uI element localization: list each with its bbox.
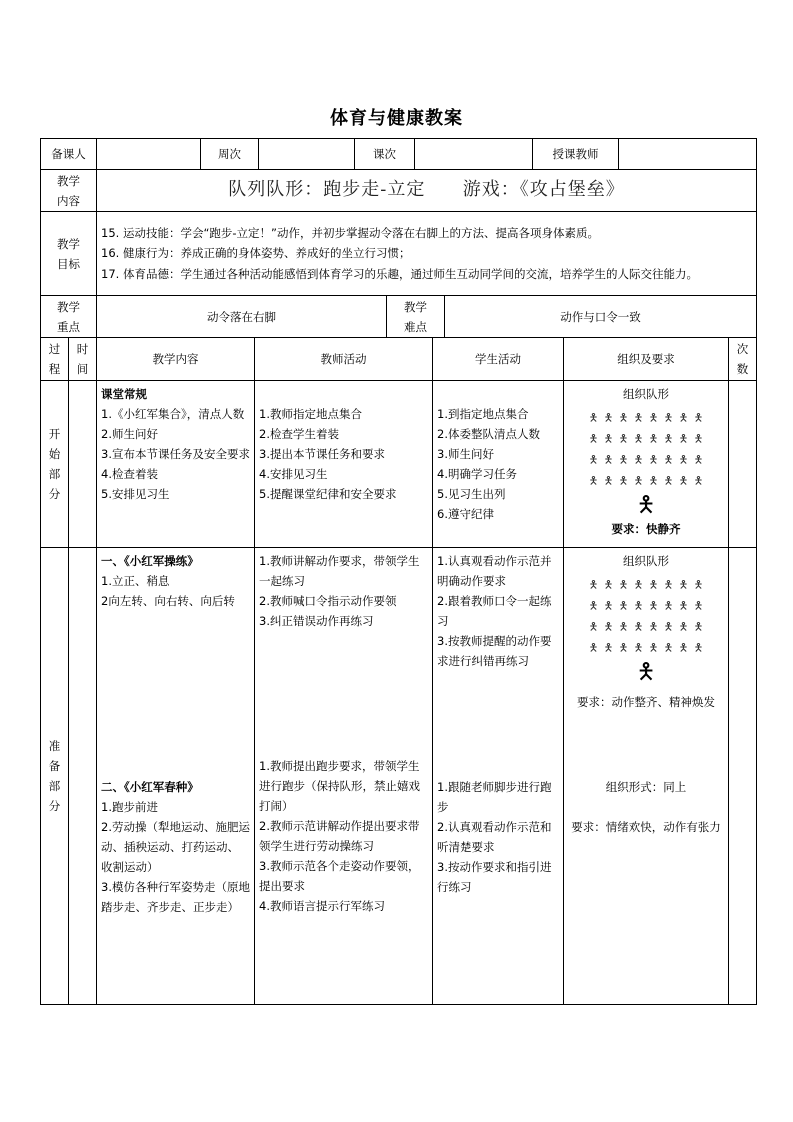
org-requirement: 要求：动作整齐、精神焕发 [577, 695, 715, 709]
student-figure-icon: 🯅 [588, 599, 599, 612]
org-requirement: 要求：快静齐 [611, 522, 681, 536]
org-title: 组织队形 [623, 554, 669, 568]
content-item: 5.安排见习生 [101, 487, 170, 501]
goal-item: 15. 运动技能：学会“跑步-立定！”动作，并初步掌握动令落在右脚上的方法、提高各项身体素质。 [101, 225, 600, 240]
student-item: 2.认真观看动作示范和听清楚要求 [437, 820, 552, 854]
section-prep-time [69, 548, 97, 1005]
teacher-item: 3.教师示范各个走姿动作要领，提出要求 [259, 859, 420, 893]
content-item: 2.劳动操（犁地运动、施肥运动、插秧运动、打药运动、收割运动） [101, 820, 250, 874]
student-figure-icon: 🯅 [633, 432, 644, 445]
student-figure-icon: 🯅 [633, 620, 644, 633]
teacher-label: 授课教师 [533, 139, 619, 170]
teacher-item: 4.安排见习生 [259, 467, 328, 481]
student-item: 6.遵守纪律 [437, 507, 494, 521]
goal-item: 16. 健康行为：养成正确的身体姿势、养成好的坐立行习惯； [101, 246, 411, 261]
section-prep-times [729, 548, 757, 1005]
content-item: 4.检查着装 [101, 467, 158, 481]
content-item: 2向左转、向右转、向后转 [101, 594, 235, 608]
col-time: 时 间 [69, 338, 97, 381]
student-figure-icon: 🯅 [603, 599, 614, 612]
student-figure-icon: 🯅 [663, 641, 674, 654]
teacher-item: 3.提出本节课任务和要求 [259, 447, 385, 461]
content-item: 1.《小红军集合》，清点人数 [101, 407, 245, 421]
student-figure-icon: 🯅 [663, 620, 674, 633]
difficulty-value: 动作与口令一致 [445, 296, 757, 338]
content-label: 教学 内容 [41, 170, 97, 212]
org-form: 组织形式：同上 [605, 780, 687, 794]
student-figure-icon: 🯅 [603, 432, 614, 445]
section-start-teacher [255, 381, 433, 548]
student-figure-icon: 🯅 [678, 453, 689, 466]
teacher-item: 2.教师喊口令指示动作要领 [259, 594, 397, 608]
part2-title: 二、《小红军春种》 [101, 780, 199, 794]
lesson-plan-table [40, 337, 757, 1005]
section-prep-teacher [255, 548, 433, 1005]
teacher-item: 2.教师示范讲解动作提出要求带领学生进行劳动操练习 [259, 819, 420, 853]
col-content: 教学内容 [97, 338, 255, 381]
student-figure-icon: 🯅 [618, 641, 629, 654]
student-figure-icon: 🯅 [603, 641, 614, 654]
student-figure-icon: 🯅 [663, 432, 674, 445]
section-start-student [433, 381, 564, 548]
focus-table [40, 295, 757, 338]
student-figure-icon: 🯅 [663, 411, 674, 424]
content-item: 2.师生问好 [101, 427, 158, 441]
game-topic: 游戏：《攻占堡垒》 [462, 179, 625, 200]
student-item: 2.跟着教师口令一起练习 [437, 594, 552, 628]
section-start-time [69, 381, 97, 548]
goals-label: 教学 目标 [41, 212, 97, 296]
focus-label: 教学 重点 [41, 296, 97, 338]
student-figure-icon: 🯅 [663, 453, 674, 466]
col-times: 次 数 [729, 338, 757, 381]
org-requirement: 要求：情绪欢快，动作有张力 [571, 820, 721, 834]
student-item: 3.师生问好 [437, 447, 494, 461]
col-process: 过 程 [41, 338, 69, 381]
formation-grid [568, 412, 724, 487]
student-figure-icon: 🯅 [588, 474, 599, 487]
student-figure-icon: 🯅 [633, 453, 644, 466]
student-figure-icon: 🯅 [588, 411, 599, 424]
teacher-item: 1.教师指定地点集合 [259, 407, 362, 421]
student-figure-icon: 🯅 [588, 641, 599, 654]
section-start-times [729, 381, 757, 548]
section-prep-org [564, 548, 729, 1005]
content-item: 3.宣布本节课任务及安全要求 [101, 447, 250, 461]
student-figure-icon: 🯅 [618, 474, 629, 487]
week-label: 周次 [201, 139, 259, 170]
student-figure-icon: 🯅 [693, 474, 704, 487]
formation-grid [568, 579, 724, 654]
section-start-name: 开 始 部 分 [41, 381, 69, 548]
student-figure-icon: 🯅 [588, 578, 599, 591]
focus-value: 动令落在右脚 [97, 296, 387, 338]
student-figure-icon: 🯅 [648, 474, 659, 487]
student-figure-icon: 🯅 [678, 432, 689, 445]
student-figure-icon: 🯅 [603, 620, 614, 633]
student-figure-icon: 🯅 [588, 620, 599, 633]
student-figure-icon: 🯅 [603, 453, 614, 466]
student-figure-icon: 🯅 [648, 599, 659, 612]
student-figure-icon: 🯅 [648, 578, 659, 591]
part1-title: 一、《小红军操练》 [101, 554, 199, 568]
student-figure-icon: 🯅 [678, 474, 689, 487]
section-start-content [97, 381, 255, 548]
student-figure-icon: 🯅 [648, 641, 659, 654]
section-prep-student [433, 548, 564, 1005]
student-figure-icon: 🯅 [633, 411, 644, 424]
student-figure-icon: 🯅 [618, 578, 629, 591]
student-figure-icon: 🯅 [693, 641, 704, 654]
teacher-item: 4.教师语言提示行军练习 [259, 899, 385, 913]
student-figure-icon: 🯅 [693, 411, 704, 424]
student-figure-icon: 🯅 [633, 641, 644, 654]
student-figure-icon: 🯅 [588, 432, 599, 445]
content-item: 1.跑步前进 [101, 800, 158, 814]
goals-value [97, 212, 757, 296]
student-figure-icon: 🯅 [648, 453, 659, 466]
section-prep-name: 准 备 部 分 [41, 548, 69, 1005]
student-figure-icon: 🯅 [648, 411, 659, 424]
student-figure-icon: 🯅 [678, 411, 689, 424]
student-figure-icon: 🯅 [633, 474, 644, 487]
student-figure-icon: 🯅 [693, 453, 704, 466]
student-figure-icon: 🯅 [663, 578, 674, 591]
col-org: 组织及要求 [564, 338, 729, 381]
teacher-item: 3.纠正错误动作再练习 [259, 614, 374, 628]
week-value [259, 139, 355, 170]
difficulty-label: 教学 难点 [387, 296, 445, 338]
goal-item: 17. 体育品德：学生通过各种活动能感悟到体育学习的乐趣，通过师生互动同学间的交流，培养学生的人际交往能力。 [101, 266, 698, 281]
org-title: 组织队形 [623, 387, 669, 401]
preparer-label: 备课人 [41, 139, 97, 170]
student-figure-icon: 🯅 [678, 599, 689, 612]
teacher-item: 1.教师讲解动作要求，带领学生一起练习 [259, 554, 420, 588]
student-figure-icon: 🯅 [603, 411, 614, 424]
student-figure-icon: 🯅 [603, 578, 614, 591]
student-item: 1.认真观看动作示范并明确动作要求 [437, 554, 552, 588]
student-figure-icon: 🯅 [588, 453, 599, 466]
student-figure-icon: 🯅 [678, 641, 689, 654]
section-start-org [564, 381, 729, 548]
formation-topic: 队列队形：跑步走-立定 [228, 179, 426, 200]
student-item: 1.跟随老师脚步进行跑步 [437, 780, 552, 814]
student-figure-icon: 🯅 [693, 432, 704, 445]
teacher-figure-icon: 🯅 [636, 493, 656, 518]
student-figure-icon: 🯅 [618, 620, 629, 633]
student-figure-icon: 🯅 [663, 474, 674, 487]
student-figure-icon: 🯅 [678, 578, 689, 591]
col-student: 学生活动 [433, 338, 564, 381]
student-item: 3.按教师提醒的动作要求进行纠错再练习 [437, 634, 552, 668]
student-figure-icon: 🯅 [678, 620, 689, 633]
content-item: 3.模仿各种行军姿势走（原地踏步走、齐步走、正步走） [101, 880, 250, 914]
student-figure-icon: 🯅 [648, 620, 659, 633]
student-figure-icon: 🯅 [633, 599, 644, 612]
preparer-value [97, 139, 201, 170]
student-figure-icon: 🯅 [618, 432, 629, 445]
section-prep-content [97, 548, 255, 1005]
student-figure-icon: 🯅 [693, 578, 704, 591]
teacher-item: 5.提醒课堂纪律和安全要求 [259, 487, 397, 501]
teacher-item: 1.教师提出跑步要求，带领学生进行跑步（保持队形，禁止嬉戏打闹） [259, 759, 420, 813]
student-figure-icon: 🯅 [693, 599, 704, 612]
student-item: 4.明确学习任务 [437, 467, 517, 481]
col-teacher: 教师活动 [255, 338, 433, 381]
student-figure-icon: 🯅 [618, 453, 629, 466]
student-figure-icon: 🯅 [663, 599, 674, 612]
teacher-item: 2.检查学生着装 [259, 427, 339, 441]
student-figure-icon: 🯅 [618, 599, 629, 612]
document-title: 体育与健康教案 [330, 108, 463, 129]
student-figure-icon: 🯅 [648, 432, 659, 445]
student-figure-icon: 🯅 [633, 578, 644, 591]
student-figure-icon: 🯅 [603, 474, 614, 487]
lesson-header-table [40, 138, 757, 296]
student-figure-icon: 🯅 [693, 620, 704, 633]
teacher-value [619, 139, 757, 170]
content-item: 1.立正、稍息 [101, 574, 170, 588]
student-figure-icon: 🯅 [618, 411, 629, 424]
lesson-value [415, 139, 533, 170]
lesson-label: 课次 [355, 139, 415, 170]
student-item: 3.按动作要求和指引进行练习 [437, 860, 552, 894]
content-title: 课堂常规 [101, 387, 147, 401]
student-item: 1.到指定地点集合 [437, 407, 529, 421]
content-value [97, 170, 757, 212]
teacher-figure-icon: 🯅 [636, 660, 656, 685]
student-item: 2.体委整队清点人数 [437, 427, 540, 441]
student-item: 5.见习生出列 [437, 487, 506, 501]
